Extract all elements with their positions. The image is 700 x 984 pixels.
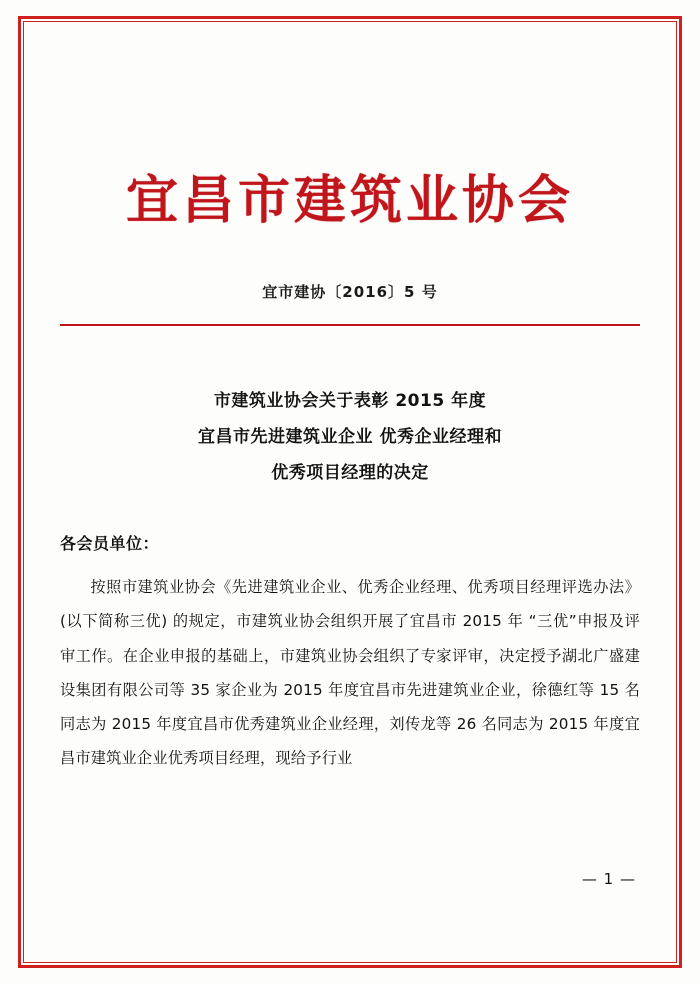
- title-line-1: 市建筑业协会关于表彰 2015 年度: [213, 391, 487, 412]
- salutation: 各会员单位：: [60, 534, 160, 554]
- title-line-2: 宜昌市先进建筑业企业 优秀企业经理和: [198, 426, 502, 447]
- document-content: [60, 40, 640, 944]
- red-divider-rule: [60, 324, 640, 326]
- page-number: — 1 —: [581, 870, 636, 888]
- masthead-title: 宜昌市建筑业协会: [125, 170, 574, 231]
- document-title: [60, 384, 640, 491]
- body-paragraph: 按照市建筑业协会《先进建筑业企业、优秀企业经理、优秀项目经理评选办法》(以下简称三优) 的规定，市建筑业协会组织开展了宜昌市 2015 年 “三优”申报及评审工作。在企业申报的基础上，市建筑业协会组织了专家评审，决定授予湖北广盛建设集团有限公司等 35 家企业为 2015 年度宜昌市先进建筑业企业，徐德红等 15 名同志为 2015 年度宜昌市优秀建筑业企业经理，刘传龙等 26 名同志为 2015 年度宜昌市建筑业企业优秀项目经理，现给予行业: [60, 578, 640, 768]
- title-line-3: 优秀项目经理的决定: [271, 462, 429, 483]
- document-number: 宜市建协〔2016〕5 号: [262, 283, 438, 302]
